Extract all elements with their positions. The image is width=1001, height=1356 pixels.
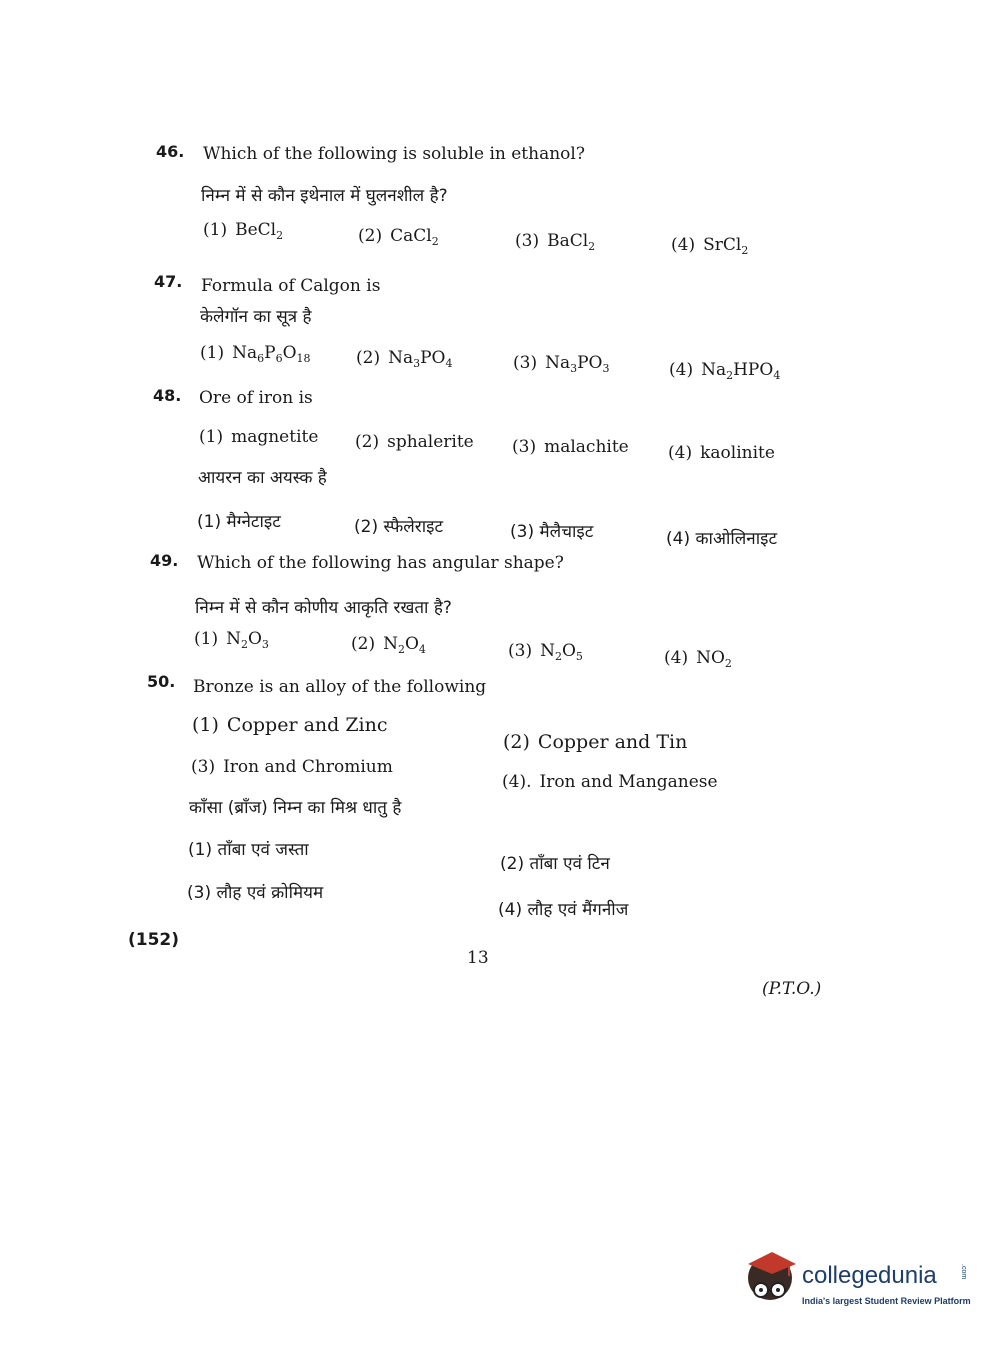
option-2: (2) CaCl$_2$ <box>358 226 439 248</box>
question-text-hindi: निम्न में से कौन इथेनाल में घुलनशील है? <box>201 186 448 206</box>
option-3: (3) malachite <box>512 437 629 457</box>
option-2: (2) Copper and Tin <box>503 731 688 753</box>
question-text-hindi: आयरन का अयस्क है <box>198 468 327 488</box>
option-1-hindi: (1) ताँबा एवं जस्ता <box>188 840 309 860</box>
logo-wordmark: collegedunia <box>802 1262 937 1289</box>
option-4: (4) $Na_2HPO_4$ <box>669 360 781 382</box>
question-number: 47. <box>154 272 183 291</box>
logo-dotcom: .com <box>960 1264 967 1280</box>
pto-note: (P.T.O.) <box>762 979 822 999</box>
question-text-hindi: निम्न में से कौन कोणीय आकृति रखता है? <box>195 598 452 618</box>
question-number: 48. <box>153 386 182 405</box>
question-text-english: Which of the following is soluble in ethanol? <box>203 144 585 164</box>
option-3: (3) $N_2O_5$ <box>508 641 583 663</box>
option-4: (4). Iron and Manganese <box>502 772 718 792</box>
question-text-english: Formula of Calgon is <box>201 276 381 296</box>
option-3: (3) $Na_3PO_3$ <box>513 353 610 375</box>
collegedunia-logo <box>742 1250 972 1320</box>
logo-tagline: India's largest Student Review Platform <box>802 1296 971 1306</box>
question-text-hindi: केलेगॉन का सूत्र है <box>200 307 312 327</box>
option-2: (2) $Na_3PO_4$ <box>356 348 453 370</box>
question-text-english: Ore of iron is <box>199 388 313 408</box>
question-number: 50. <box>147 672 176 691</box>
question-text-english: Bronze is an alloy of the following <box>193 677 487 697</box>
paper-code: (152) <box>128 930 180 950</box>
question-number: 49. <box>150 551 179 570</box>
option-1: (1) magnetite <box>199 427 319 447</box>
option-4-hindi: (4) लौह एवं मैंगनीज <box>498 900 629 920</box>
option-1-hindi: (1) मैग्नेटाइट <box>197 512 281 532</box>
mascot-icon <box>742 1250 800 1310</box>
option-3: (3) BaCl$_2$ <box>515 231 596 253</box>
option-1: (1) $Na_6P_6O_{18}$ <box>200 343 311 365</box>
option-1: (1) $N_2O_3$ <box>194 629 269 651</box>
option-3: (3) Iron and Chromium <box>191 757 393 777</box>
option-2-hindi: (2) ताँबा एवं टिन <box>500 854 610 874</box>
question-text-hindi: काँसा (ब्राँज) निम्न का मिश्र धातु है <box>189 798 402 818</box>
option-3-hindi: (3) लौह एवं क्रोमियम <box>187 883 324 903</box>
question-text-english: Which of the following has angular shape? <box>197 553 564 573</box>
option-4: (4) $NO_2$ <box>664 648 732 670</box>
option-1: (1) BeCl$_2$ <box>203 220 284 242</box>
page-number: 13 <box>467 948 489 968</box>
option-4-hindi: (4) काओलिनाइट <box>666 529 778 549</box>
option-4: (4) SrCl$_2$ <box>671 235 749 257</box>
option-4: (4) kaolinite <box>668 443 775 463</box>
option-2-hindi: (2) स्फैलेराइट <box>354 517 444 537</box>
option-3-hindi: (3) मैलैचाइट <box>510 522 594 542</box>
option-2: (2) sphalerite <box>355 432 474 452</box>
question-number: 46. <box>156 142 185 161</box>
option-2: (2) $N_2O_4$ <box>351 634 426 656</box>
option-1: (1) Copper and Zinc <box>192 714 388 736</box>
